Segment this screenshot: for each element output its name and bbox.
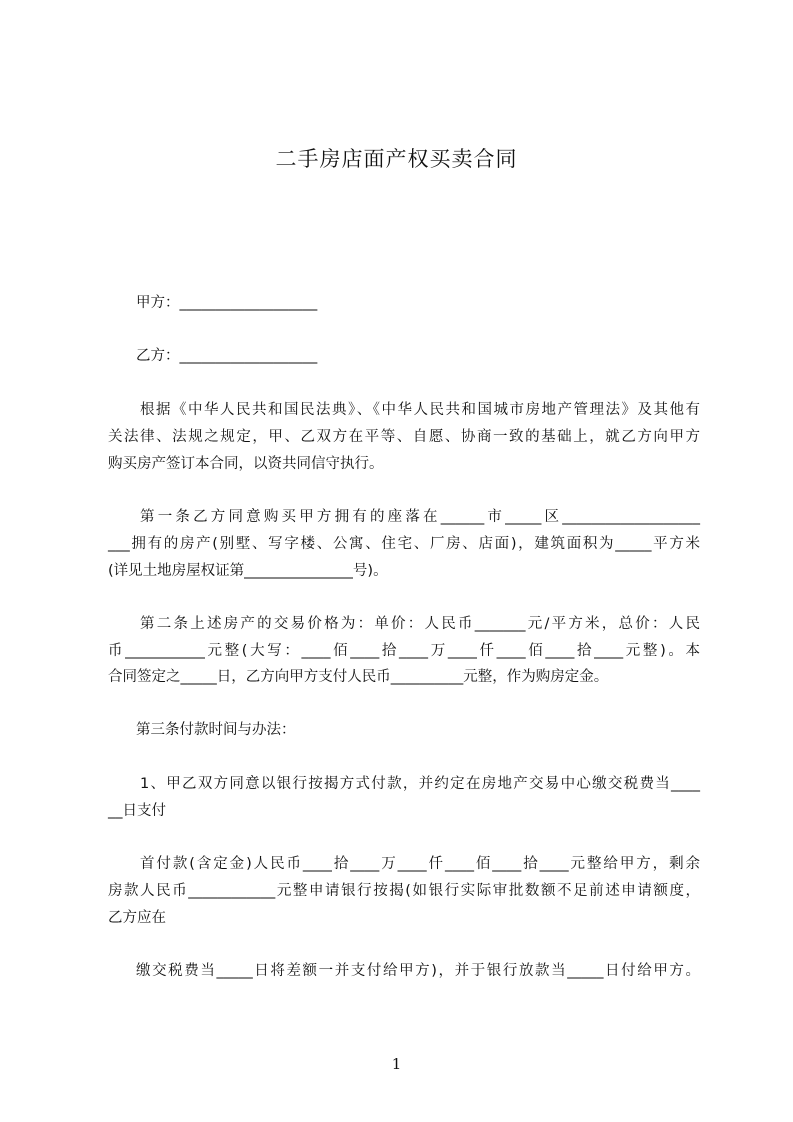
intro-line-1: 根据《中华人民共和国民法典》、《中华人民共和国城市房地产管理法》及其他有 <box>140 402 700 418</box>
page-number: 1 <box>391 1055 402 1073</box>
article3-title: 第三条付款时间与办法： <box>136 722 296 738</box>
article1-line-3: (详见土地房屋权证第_______________号)。 <box>108 563 388 579</box>
clause1-line-1: 1、甲乙双方同意以银行按揭方式付款，并约定在房地产交易中心缴交税费当____ <box>140 776 700 792</box>
article1-line-1: 第一条乙方同意购买甲方拥有的座落在______市_____区___________________ <box>140 509 700 525</box>
party-b-line: 乙方：___________________ <box>136 348 318 364</box>
tax-payment-line: 缴交税费当_____日将差额一并支付给甲方)，并于银行放款当_____日付给甲方。 <box>136 963 700 979</box>
clause1-line-2: __日支付 <box>108 803 166 819</box>
intro-line-2: 关法律、法规之规定，甲、乙双方在平等、自愿、协商一致的基础上，就乙方向甲方 <box>108 429 700 445</box>
article2-line-2: 币___________元整(大写：____佰____拾____万____仟____佰____拾____元整)。本 <box>108 643 700 659</box>
article2-line-3: 合同签定之_____日，乙方向甲方支付人民币__________元整，作为购房定金。 <box>108 669 609 685</box>
down-payment-line-2: 房款人民币____________元整申请银行按揭(如银行实际审批数额不足前述申请额度， <box>108 883 700 899</box>
down-payment-line-3: 乙方应在 <box>108 910 166 926</box>
intro-line-3: 购买房产签订本合同，以资共同信守执行。 <box>108 456 384 472</box>
article2-line-1: 第二条上述房产的交易价格为：单价：人民币_______元/平方米，总价：人民 <box>140 616 700 632</box>
party-a-line: 甲方：___________________ <box>136 295 318 311</box>
document-title: 二手房店面产权买卖合同 <box>275 147 518 171</box>
down-payment-line-1: 首付款(含定金)人民币____拾____万____仟____佰____拾____元整给甲方，剩余 <box>140 856 700 872</box>
article1-line-2: ___拥有的房产(别墅、写字楼、公寓、住宅、厂房、店面)，建筑面积为_____平方米 <box>108 536 700 552</box>
